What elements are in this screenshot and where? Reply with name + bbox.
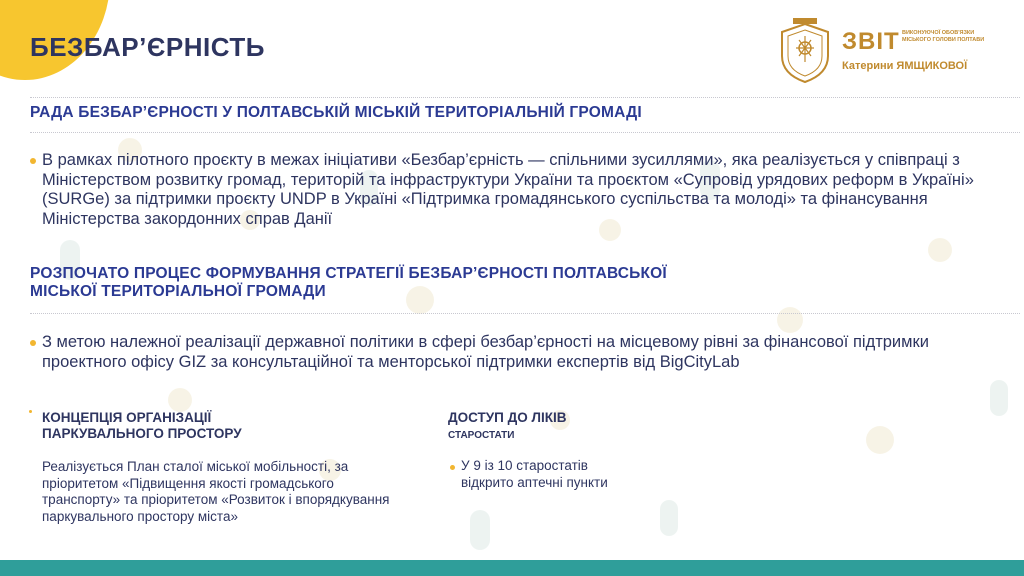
small-dot-icon (29, 410, 32, 413)
section1-heading: РАДА БЕЗБАР’ЄРНОСТІ У ПОЛТАВСЬКІЙ МІСЬКІЙ ТЕРИТОРІАЛЬНІЙ ГРОМАДІ (30, 104, 642, 121)
medicine-subheading: СТАРОСТАТИ (448, 430, 515, 441)
bullet-dot-icon (30, 340, 36, 346)
section2-heading-line2: МІСЬКОЇ ТЕРИТОРІАЛЬНОЇ ГРОМАДИ (30, 283, 326, 300)
section1-bullet-text: В рамках пілотного проєкту в межах ініціативи «Безбар’єрність — спільними зусиллями», яка реалізується у співпраці з Міністерством розвитку громад, територій та інфраструктури України та проєктом «Супровід урядових реформ в Україні» (SURGe) за підтримки проєкту UNDP в Україні «Підтримка громадянського суспільства та молоді» та фінансування Міністерства закордонних справ Данії (42, 151, 974, 228)
parking-text: Реалізується План сталої міської мобільності, за пріоритетом «Підвищення якості громадського транспорту» та пріоритетом «Розвиток і впорядкування паркувального простору міста» (42, 459, 390, 524)
page-title: БЕЗБАР’ЄРНІСТЬ (30, 32, 265, 62)
bullet-dot-icon (450, 465, 455, 470)
divider (30, 132, 1020, 133)
poltava-crest-icon (776, 18, 834, 84)
footer-bar (0, 560, 1024, 576)
divider (30, 97, 1020, 98)
parking-heading-line2: ПАРКУВАЛЬНОГО ПРОСТОРУ (42, 426, 242, 441)
report-author-name: Катерини ЯМЩИКОВОЇ (842, 60, 968, 72)
medicine-heading: ДОСТУП ДО ЛІКІВ (448, 410, 567, 425)
section2-bullet-text: З метою належної реалізації державної політики в сфері безбар’єрності на місцевому рівні за фінансової підтримки проектного офісу GIZ за консультаційної та менторської підтримки експертів від BigCityLab (42, 333, 929, 371)
report-subtitle: ВИКОНУЮЧОЇ ОБОВ'ЯЗКИ МІСЬКОГО ГОЛОВИ ПОЛТАВИ (902, 30, 985, 43)
section2-heading-line1: РОЗПОЧАТО ПРОЦЕС ФОРМУВАННЯ СТРАТЕГІЇ БЕЗБАР’ЄРНОСТІ ПОЛТАВСЬКОЇ (30, 265, 667, 282)
medicine-text: У 9 із 10 старостатів відкрито аптечні пункти (461, 458, 608, 490)
report-logo (776, 18, 1006, 88)
bullet-dot-icon (30, 158, 36, 164)
report-word: ЗВІТ (842, 28, 900, 55)
section2-heading (30, 265, 667, 301)
parking-heading (42, 410, 242, 442)
parking-heading-line1: КОНЦЕПЦІЯ ОРГАНІЗАЦІЇ (42, 410, 212, 425)
divider (30, 313, 1020, 314)
